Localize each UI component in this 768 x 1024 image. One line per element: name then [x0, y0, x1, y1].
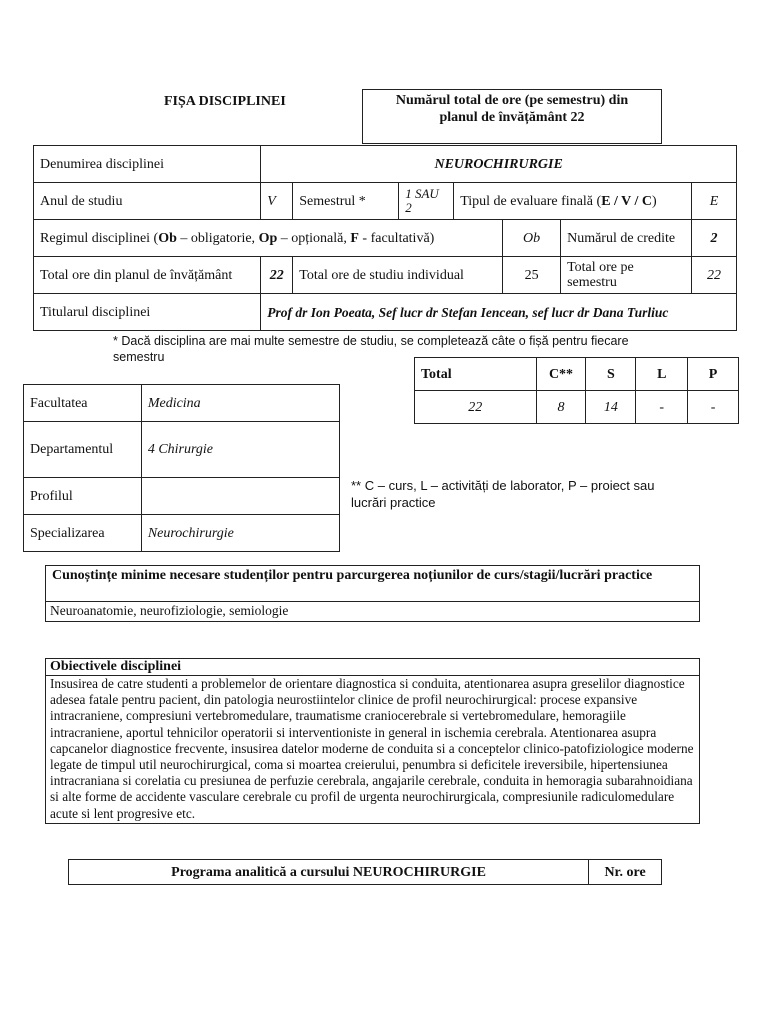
specialization-label: Specializarea	[24, 515, 142, 552]
hours-value-p: -	[688, 391, 739, 424]
semester-value: 1 SAU 2	[399, 183, 454, 220]
holder-value: Prof dr Ion Poeata, Sef lucr dr Stefan Iencean, sef lucr dr Dana Turliuc	[261, 294, 737, 331]
program-table	[68, 859, 662, 885]
objectives-title: Obiectivele disciplinei	[46, 659, 699, 676]
faculty-value: Medicina	[141, 385, 339, 422]
specialization-row	[24, 515, 340, 552]
hours-header-s: S	[586, 358, 636, 391]
row-year	[34, 183, 737, 220]
total-plan-label: Total ore din planul de învățământ	[34, 257, 261, 294]
program-header-row	[69, 860, 662, 885]
faculty-table	[23, 384, 340, 552]
hours-header-l: L	[636, 358, 688, 391]
individual-label: Total ore de studiu individual	[293, 257, 503, 294]
specialization-value: Neurochirurgie	[141, 515, 339, 552]
row-regime	[34, 220, 737, 257]
year-value: V	[261, 183, 293, 220]
semester-total-value: 22	[691, 257, 736, 294]
discipline-value: NEUROCHIRURGIE	[261, 146, 737, 183]
discipline-info-table	[33, 145, 737, 331]
department-label: Departamentul	[24, 422, 142, 478]
document-title: FIȘA DISCIPLINEI	[164, 94, 286, 109]
row-discipline	[34, 146, 737, 183]
hours-table	[414, 357, 739, 424]
row-totals	[34, 257, 737, 294]
footnote: * Dacă disciplina are mai multe semestre de studiu, se completează câte o fișă pentru fiecare semestru	[113, 334, 629, 364]
eval-label: Tipul de evaluare finală (E / V / C)	[454, 183, 692, 220]
semester-label: Semestrul *	[293, 183, 399, 220]
prerequisites-title: Cunoștințe minime necesare studenților pentru parcurgerea noțiunilor de curs/stagii/lucrări practice	[46, 566, 699, 602]
eval-value: E	[691, 183, 736, 220]
regime-label: Regimul disciplinei (Ob – obligatorie, Op – opțională, F - facultativă)	[34, 220, 503, 257]
hours-value-c: 8	[536, 391, 586, 424]
row-holder	[34, 294, 737, 331]
individual-value: 25	[503, 257, 561, 294]
credits-value: 2	[691, 220, 736, 257]
hours-header-p: P	[688, 358, 739, 391]
activity-legend-note: ** C – curs, L – activități de laborator, P – proiect sau lucrări practice	[351, 478, 655, 510]
hours-value-l: -	[636, 391, 688, 424]
objectives-section	[45, 658, 700, 824]
hours-header-row	[415, 358, 739, 391]
discipline-label: Denumirea disciplinei	[34, 146, 261, 183]
total-plan-value: 22	[261, 257, 293, 294]
total-hours-box	[362, 89, 662, 144]
hours-value-total: 22	[415, 391, 537, 424]
regime-value: Ob	[503, 220, 561, 257]
program-hours-label: Nr. ore	[589, 860, 662, 885]
hours-values-row	[415, 391, 739, 424]
semester-total-label: Total ore pe semestru	[561, 257, 692, 294]
objectives-content: Insusirea de catre studenti a problemelor de orientare diagnostica si conduita, atentionarea asupra greselilor diagnostice adesea fatale pentru pacient, din patologia neurostiintelor clinice de profil neurochirurgical: procese expansive intracraniene, compresiuni vertebromedulare, traumatisme craniocerebrale si vertebromedulare, hemoragiile intracraniene, aportul tehnicilor operatorii si interventioniste in general in ischemia cerebrala. Atentionarea asupra capcanelor diagnostice frecvente, insusirea datelor moderne de conduita si a conceptelor clinico-patofiziologice moderne legate de timpul util neurochirurgical, coma si moartea creierului, penumbra si deficitele ireversibile, hipertensiunea intracraniana si corelatia cu presiunea de perfuzie cerebrala, angajarile cerebrale, conduita in hemoragia subarahnoidiana si alte forme de accidente vasculare cerebrale cu profil de urgenta neurochirurgicala, compresiunile radiculomedulare acute si lent progresive etc.	[50, 676, 694, 821]
profile-value	[141, 478, 339, 515]
hours-header-c: C**	[536, 358, 586, 391]
credits-label: Numărul de credite	[561, 220, 692, 257]
prerequisites-section	[45, 565, 700, 622]
department-row	[24, 422, 340, 478]
profile-label: Profilul	[24, 478, 142, 515]
total-hours-label: Numărul total de ore (pe semestru) din planul de învățământ 22	[395, 93, 629, 125]
faculty-label: Facultatea	[24, 385, 142, 422]
year-label: Anul de studiu	[34, 183, 261, 220]
prerequisites-content: Neuroanatomie, neurofiziologie, semiologie	[50, 603, 289, 618]
hours-value-s: 14	[586, 391, 636, 424]
department-value: 4 Chirurgie	[141, 422, 339, 478]
profile-row	[24, 478, 340, 515]
program-title: Programa analitică a cursului NEUROCHIRURGIE	[69, 860, 589, 885]
holder-label: Titularul disciplinei	[34, 294, 261, 331]
faculty-row	[24, 385, 340, 422]
hours-header-total: Total	[415, 358, 537, 391]
